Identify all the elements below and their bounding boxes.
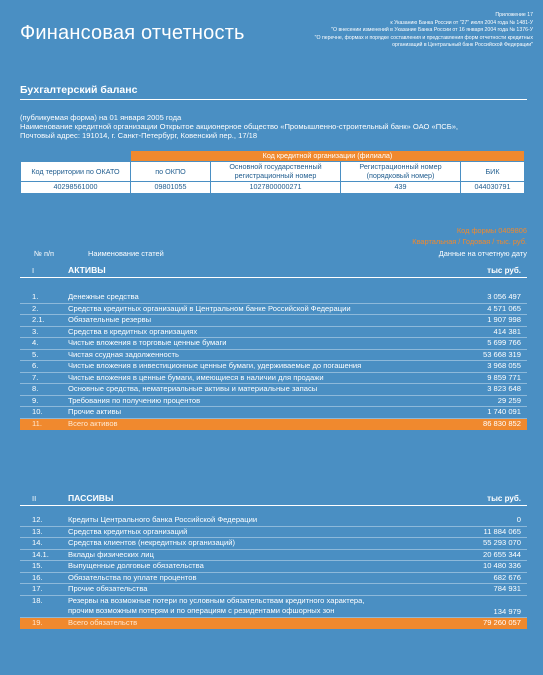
row-value: 53 668 319 — [482, 349, 521, 359]
appendix-notes — [243, 12, 533, 50]
row-number: 2.1. — [32, 315, 45, 324]
meta-line: (публикуемая форма) на 01 января 2005 года — [20, 113, 182, 122]
section-number: I — [32, 266, 35, 275]
row-value: 29 259 — [497, 395, 521, 405]
row-value: 784 931 — [493, 584, 521, 593]
row-number: 1. — [32, 292, 39, 301]
row-value: 55 293 070 — [482, 538, 521, 547]
row-number: 16. — [32, 572, 43, 582]
row-value: 134 979 — [493, 606, 521, 616]
row-number: 17. — [32, 584, 43, 593]
table-row — [20, 384, 527, 396]
meta-line: Почтовый адрес: 191014, г. Санкт-Петербург, Ковенский пер., 17/18 — [20, 131, 258, 140]
table-row — [20, 550, 527, 562]
row-number: 15. — [32, 561, 43, 570]
liabilities-table — [20, 492, 527, 629]
liabilities-heading-row — [20, 492, 527, 506]
row-value: 79 260 057 — [482, 617, 521, 627]
codes-group-header: Код кредитной организации (филиала) — [131, 151, 525, 162]
row-number: 11. — [32, 418, 42, 428]
codes-header-cell: Регистрационный номер (порядковый номер) — [341, 162, 461, 182]
row-value: 5 699 766 — [487, 338, 521, 347]
row-name: Всего обязательств — [68, 617, 138, 627]
row-name: Всего активов — [68, 418, 118, 428]
row-value: 9 859 771 — [487, 372, 521, 382]
codes-header-cell: Код территории по ОКАТО — [21, 162, 131, 182]
row-name: Средства кредитных организаций — [68, 526, 188, 536]
column-header-num: № п/п — [34, 249, 55, 258]
codes-table — [20, 150, 525, 194]
assets-table — [20, 264, 527, 430]
row-value: 11 884 065 — [483, 526, 521, 536]
row-name: Средства клиентов (некредитных организаций) — [68, 538, 236, 547]
row-name: Чистые вложения в торговые ценные бумаги — [68, 338, 227, 347]
section-heading: ПАССИВЫ — [68, 493, 114, 503]
table-row — [20, 527, 527, 539]
codes-header-cell: по ОКПО — [131, 162, 211, 182]
row-value: 3 823 648 — [487, 384, 521, 393]
row-value: 1 907 998 — [487, 315, 521, 324]
form-code: Код формы 0409806 — [456, 226, 527, 235]
table-row — [20, 315, 527, 327]
report-meta — [20, 113, 520, 140]
codes-value-cell: 40298561000 — [21, 182, 131, 193]
note-line: "О внесении изменений в Указание Банка России от 16 января 2004 года № 1376-У — [331, 27, 533, 34]
row-number: 6. — [32, 361, 39, 370]
unit-label: тыс руб. — [487, 494, 521, 503]
row-value: 10 480 336 — [482, 561, 521, 570]
row-name: Требования по получению процентов — [68, 395, 201, 405]
table-row — [20, 338, 527, 350]
row-name: Вклады физических лиц — [68, 549, 154, 559]
page-title: Финансовая отчетность — [20, 22, 245, 44]
row-number: 19. — [32, 617, 43, 627]
table-row — [20, 350, 527, 362]
form-period: Квартальная / Годовая / тыс. руб. — [412, 237, 527, 246]
assets-heading-row — [20, 264, 527, 278]
row-value: 86 830 852 — [482, 418, 521, 428]
column-header-value: Данные на отчетную дату — [438, 249, 527, 258]
row-number: 12. — [32, 515, 43, 524]
row-name: Прочие активы — [68, 407, 122, 416]
row-value: 1 740 091 — [487, 407, 521, 416]
unit-label: тыс руб. — [487, 266, 521, 275]
note-line: к Указанию Банка России от "27" июля 2004 года № 1481-У — [390, 19, 533, 26]
row-value: 20 655 344 — [482, 549, 521, 559]
row-value: 3 056 497 — [487, 292, 521, 301]
column-header-name: Наименование статей — [88, 249, 164, 258]
section-heading: АКТИВЫ — [68, 265, 106, 275]
row-name: Денежные средства — [68, 292, 139, 301]
row-name: Чистые вложения в ценные бумаги, имеющиеся в наличии для продажи — [68, 372, 324, 382]
row-name: Чистая ссудная задолженность — [68, 349, 179, 359]
table-row — [20, 573, 527, 585]
column-headers — [20, 249, 527, 259]
form-code-block — [412, 225, 527, 247]
table-row — [20, 596, 527, 618]
codes-value-cell: 044030791 — [461, 182, 525, 193]
row-number: 2. — [32, 303, 39, 313]
liabilities-total-row — [20, 618, 527, 630]
row-name: Чистые вложения в инвестиционные ценные бумаги, удерживаемые до погашения — [68, 361, 362, 370]
codes-header-cell: БИК — [461, 162, 525, 182]
table-row — [20, 373, 527, 385]
row-name: Прочие обязательства — [68, 584, 148, 593]
row-name: Обязательства по уплате процентов — [68, 572, 197, 582]
row-name: Выпущенные долговые обязательства — [68, 561, 204, 570]
table-row — [20, 327, 527, 339]
row-name: Кредиты Центрального банка Российской Федерации — [68, 515, 258, 524]
codes-header-cell: Основной государственный регистрационный номер — [211, 162, 341, 182]
row-value: 414 381 — [493, 326, 521, 336]
section-number: II — [32, 494, 37, 503]
assets-total-row — [20, 419, 527, 431]
table-row — [20, 292, 527, 304]
table-row — [20, 584, 527, 596]
meta-line: Наименование кредитной организации Открытое акционерное общество «Промышленно-строительный банк» ОАО «ПСБ», — [20, 122, 459, 131]
row-value: 4 571 065 — [487, 303, 521, 313]
row-number: 3. — [32, 326, 39, 336]
codes-value-cell: 439 — [341, 182, 461, 193]
row-value: 682 676 — [493, 572, 521, 582]
row-number: 8. — [32, 384, 39, 393]
table-row — [20, 396, 527, 408]
row-number: 14. — [32, 538, 43, 547]
section-divider — [20, 99, 527, 100]
row-number: 4. — [32, 338, 39, 347]
row-value: 3 968 055 — [487, 361, 521, 370]
row-name — [68, 596, 364, 617]
row-number: 10. — [32, 407, 43, 416]
table-row — [20, 407, 527, 419]
row-number: 13. — [32, 526, 43, 536]
row-value: 0 — [516, 515, 521, 524]
row-name-line: Резервы на возможные потери по условным обязательствам кредитного характера, — [68, 595, 365, 605]
section-title: Бухгалтерский баланс — [20, 84, 138, 96]
row-number: 9. — [32, 395, 39, 405]
note-line: Приложение 17 — [495, 12, 533, 18]
table-row — [20, 538, 527, 550]
row-name: Средства в кредитных организациях — [68, 326, 198, 336]
table-row — [20, 515, 527, 527]
table-row — [20, 561, 527, 573]
row-number: 7. — [32, 372, 39, 382]
row-name: Основные средства, нематериальные активы и материальные запасы — [68, 384, 318, 393]
codes-value-cell: 09801055 — [131, 182, 211, 193]
note-line: "О перечне, формах и порядке составления и представления форм отчетности кредитных — [314, 34, 533, 41]
row-number: 18. — [32, 595, 43, 605]
row-name: Средства кредитных организаций в Центральном банке Российской Федерации — [68, 303, 351, 313]
row-number: 5. — [32, 349, 39, 359]
codes-value-cell: 1027800000271 — [211, 182, 341, 193]
row-name-line: прочим возможным потерям и по операциям с резидентами офшорных зон — [68, 606, 335, 615]
row-number: 14.1. — [32, 549, 49, 559]
table-row — [20, 304, 527, 316]
row-name: Обязательные резервы — [68, 315, 152, 324]
note-line: организаций в Центральный банк Российской Федерации" — [392, 42, 533, 49]
table-row — [20, 361, 527, 373]
